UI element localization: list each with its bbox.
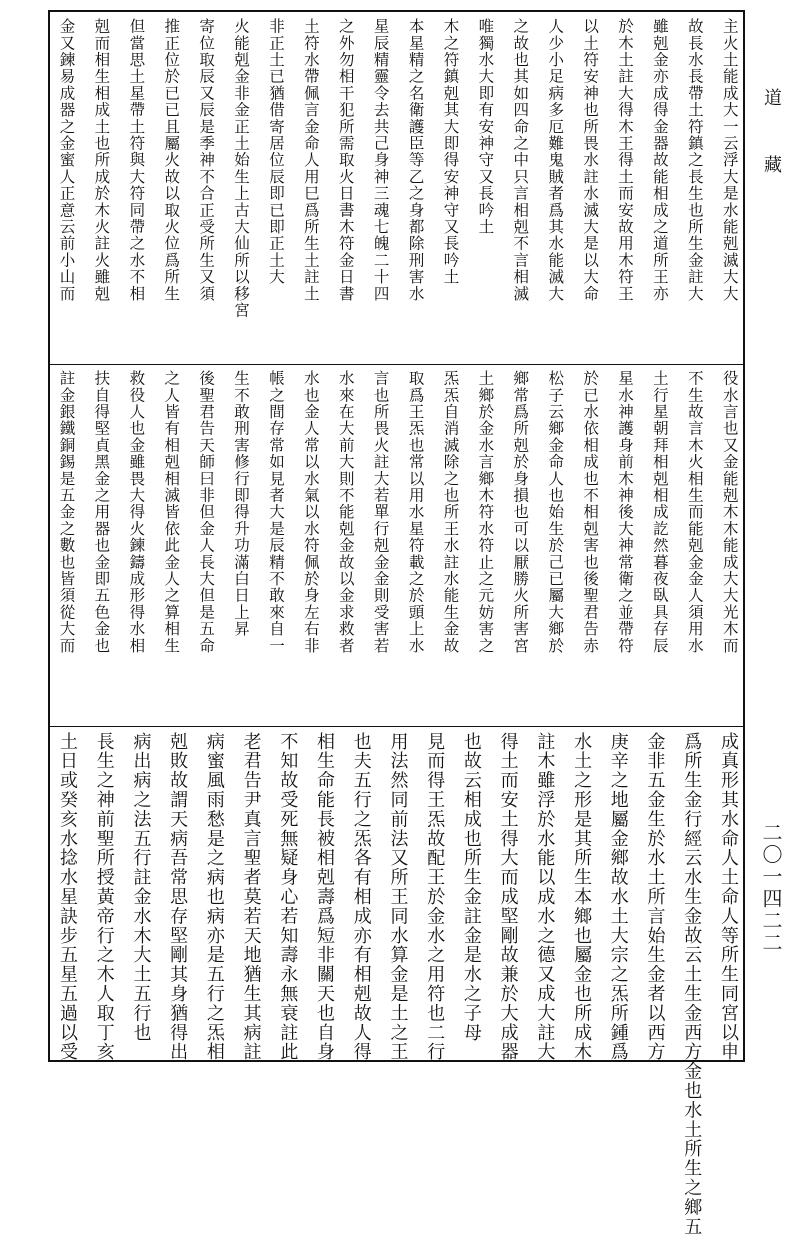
text-column: 剋敗故謂天病吾常思存堅剛其身猶得出 (167, 732, 189, 1062)
text-column: 庚辛之地屬金鄉故水土大宗之炁所鍾爲 (607, 732, 629, 1062)
text-column: 不生故言木火相生而能剋金金人須用水 (685, 370, 704, 654)
text-column: 但當思土星帶土符與大符同帶之水不相 (127, 18, 146, 302)
text-column: 相生命能長被相剋壽爲短非關天也自身 (314, 732, 336, 1062)
text-column: 水土之形是其所生本鄉也屬金也所成木 (571, 732, 593, 1062)
text-column: 土鄉於金水言鄉木符水符止之元妨害之 (476, 370, 495, 654)
text-column: 註金銀鐵銅錫是五金之數也皆須從大而 (57, 370, 76, 654)
text-column: 水也金人常以水氣以水符佩於身左右非 (301, 370, 320, 654)
text-column: 星辰精靈令去共己身神三魂七魄二十四 (371, 18, 390, 302)
text-column: 寄位取辰又辰是季神不合正受所生又須 (197, 18, 216, 302)
text-column: 於已水依相成也不相剋害也後聖君告赤 (581, 370, 600, 654)
text-column: 以土符安神也所畏水註水滅大是以大命 (581, 18, 600, 302)
text-column: 炁炁自消滅除之也所王水註水能生金故 (441, 370, 460, 654)
collection-title: 道 藏 (761, 88, 782, 187)
text-column: 生不敢刑害修行即得升功滿白日上昇 (232, 370, 251, 638)
text-column: 土行星朝拜相剋相成訖然暮夜臥具存辰 (650, 370, 669, 654)
text-column: 之故也其如四命之中只言相剋不言相滅 (511, 18, 530, 302)
text-column: 雖剋金亦成得金器故能相成之道所王亦 (650, 18, 669, 302)
text-column: 星水神護身前木神後大神常衛之並帶符 (616, 370, 634, 654)
page-number: 二〇一四二二 (759, 822, 783, 954)
text-column: 爲所生金行經云水生金故云土生金西方金也水土所生之鄉五 (681, 732, 703, 1236)
text-column: 主火土能成大一云浮大是水能剋滅大大 (720, 18, 739, 302)
text-band-bottom (50, 726, 743, 1236)
text-column: 水來在大前大則不能剋金故以金求救者 (336, 370, 355, 654)
text-column: 帳之間存常如見者大是辰精不敢來自一 (266, 370, 285, 654)
text-column: 不知故受死無疑身心若知壽永無衰註此 (277, 732, 299, 1062)
text-column: 救役人也金雖畏大得火鍊鑄成形得水相 (127, 370, 146, 654)
text-column: 後聖君告天師曰非但金人長大但是五命 (197, 370, 216, 654)
text-column: 本星精之名衛護臣等乙之身都除刑害水 (406, 18, 425, 302)
text-column: 松子云鄉金命人也始生於己已屬大鄉於 (546, 370, 565, 654)
text-column: 得土而安土得大而成堅剛故兼於大成器 (497, 732, 519, 1062)
text-column: 成真形其水命人土命人等所生同宮以申 (717, 732, 739, 1062)
text-column: 役水言也又金能剋木木能成大大光木而 (720, 370, 739, 654)
text-column: 扶自得堅貞黑金之用器也金即五色金也 (92, 370, 111, 654)
text-column: 也夫五行之炁各有相成亦有相剋故人得 (350, 732, 372, 1062)
text-band-middle (50, 364, 743, 727)
text-column: 取爲王炁也常以用水星符載之於頭上水 (406, 370, 425, 654)
text-column: 金非五金生於水土所言始生金者以西方 (644, 732, 666, 1062)
text-column: 木之符鎮剋其大即得安神守又長吟土 (441, 18, 460, 286)
text-column: 長生之神前聖所授黃帝行之木人取丁亥 (93, 732, 115, 1062)
text-column: 火能剋金非金正土始生上古大仙所以移宮 (232, 18, 251, 319)
text-column: 見而得王炁故配王於金水之用符也二行 (424, 732, 446, 1062)
text-column: 也故云相成也所生金註金是水之子母 (460, 732, 482, 1043)
text-column: 剋而相生相成土也所成於木火註火雖剋 (92, 18, 111, 302)
text-column: 之人皆有相剋相滅皆依此金人之算相生 (162, 370, 181, 654)
text-column: 金又鍊易成器之金蜜人正意云前小山而 (57, 18, 76, 302)
text-column: 故長水長帶土符鎮之長生也所生金註大 (685, 18, 704, 302)
text-column: 推正位於已已且屬火故以取火位爲所生 (162, 18, 181, 302)
text-column: 病蜜風雨愁是之病也病亦是五行之炁相 (203, 732, 225, 1062)
text-column: 土日或癸亥水捻水星訣步五星五過以受 (57, 732, 78, 1062)
text-column: 註木雖浮於水能以成水之德又成大註大 (534, 732, 556, 1062)
page-frame (48, 10, 745, 1236)
text-column: 病出病之法五行註金水木大土五行也 (130, 732, 152, 1043)
text-column: 之外勿相干犯所需取火日書木符金日書 (336, 18, 355, 302)
text-column: 土符水帶佩言金命人用巳爲所生土註土 (301, 18, 320, 302)
text-column: 鄉常爲所剋於身損也可以厭勝火所害宮 (511, 370, 530, 654)
text-column: 非正土已猶借寄居位辰即已即正土大 (266, 18, 285, 286)
text-column: 人少小足病多厄難鬼賊者爲其水能滅大 (546, 18, 565, 302)
text-column: 老君告尹真言聖者莫若天地猶生其病註 (240, 732, 262, 1062)
text-column: 唯獨水大即有安神守又長吟土 (476, 18, 495, 236)
text-band-top (50, 12, 743, 365)
text-column: 言也所畏火註大若單行剋金金則受害若 (371, 370, 390, 654)
text-column: 用法然同前法又所王同水算金是土之王 (387, 732, 409, 1062)
text-column: 於木土註大得木王得土而安故用木符王 (616, 18, 634, 302)
